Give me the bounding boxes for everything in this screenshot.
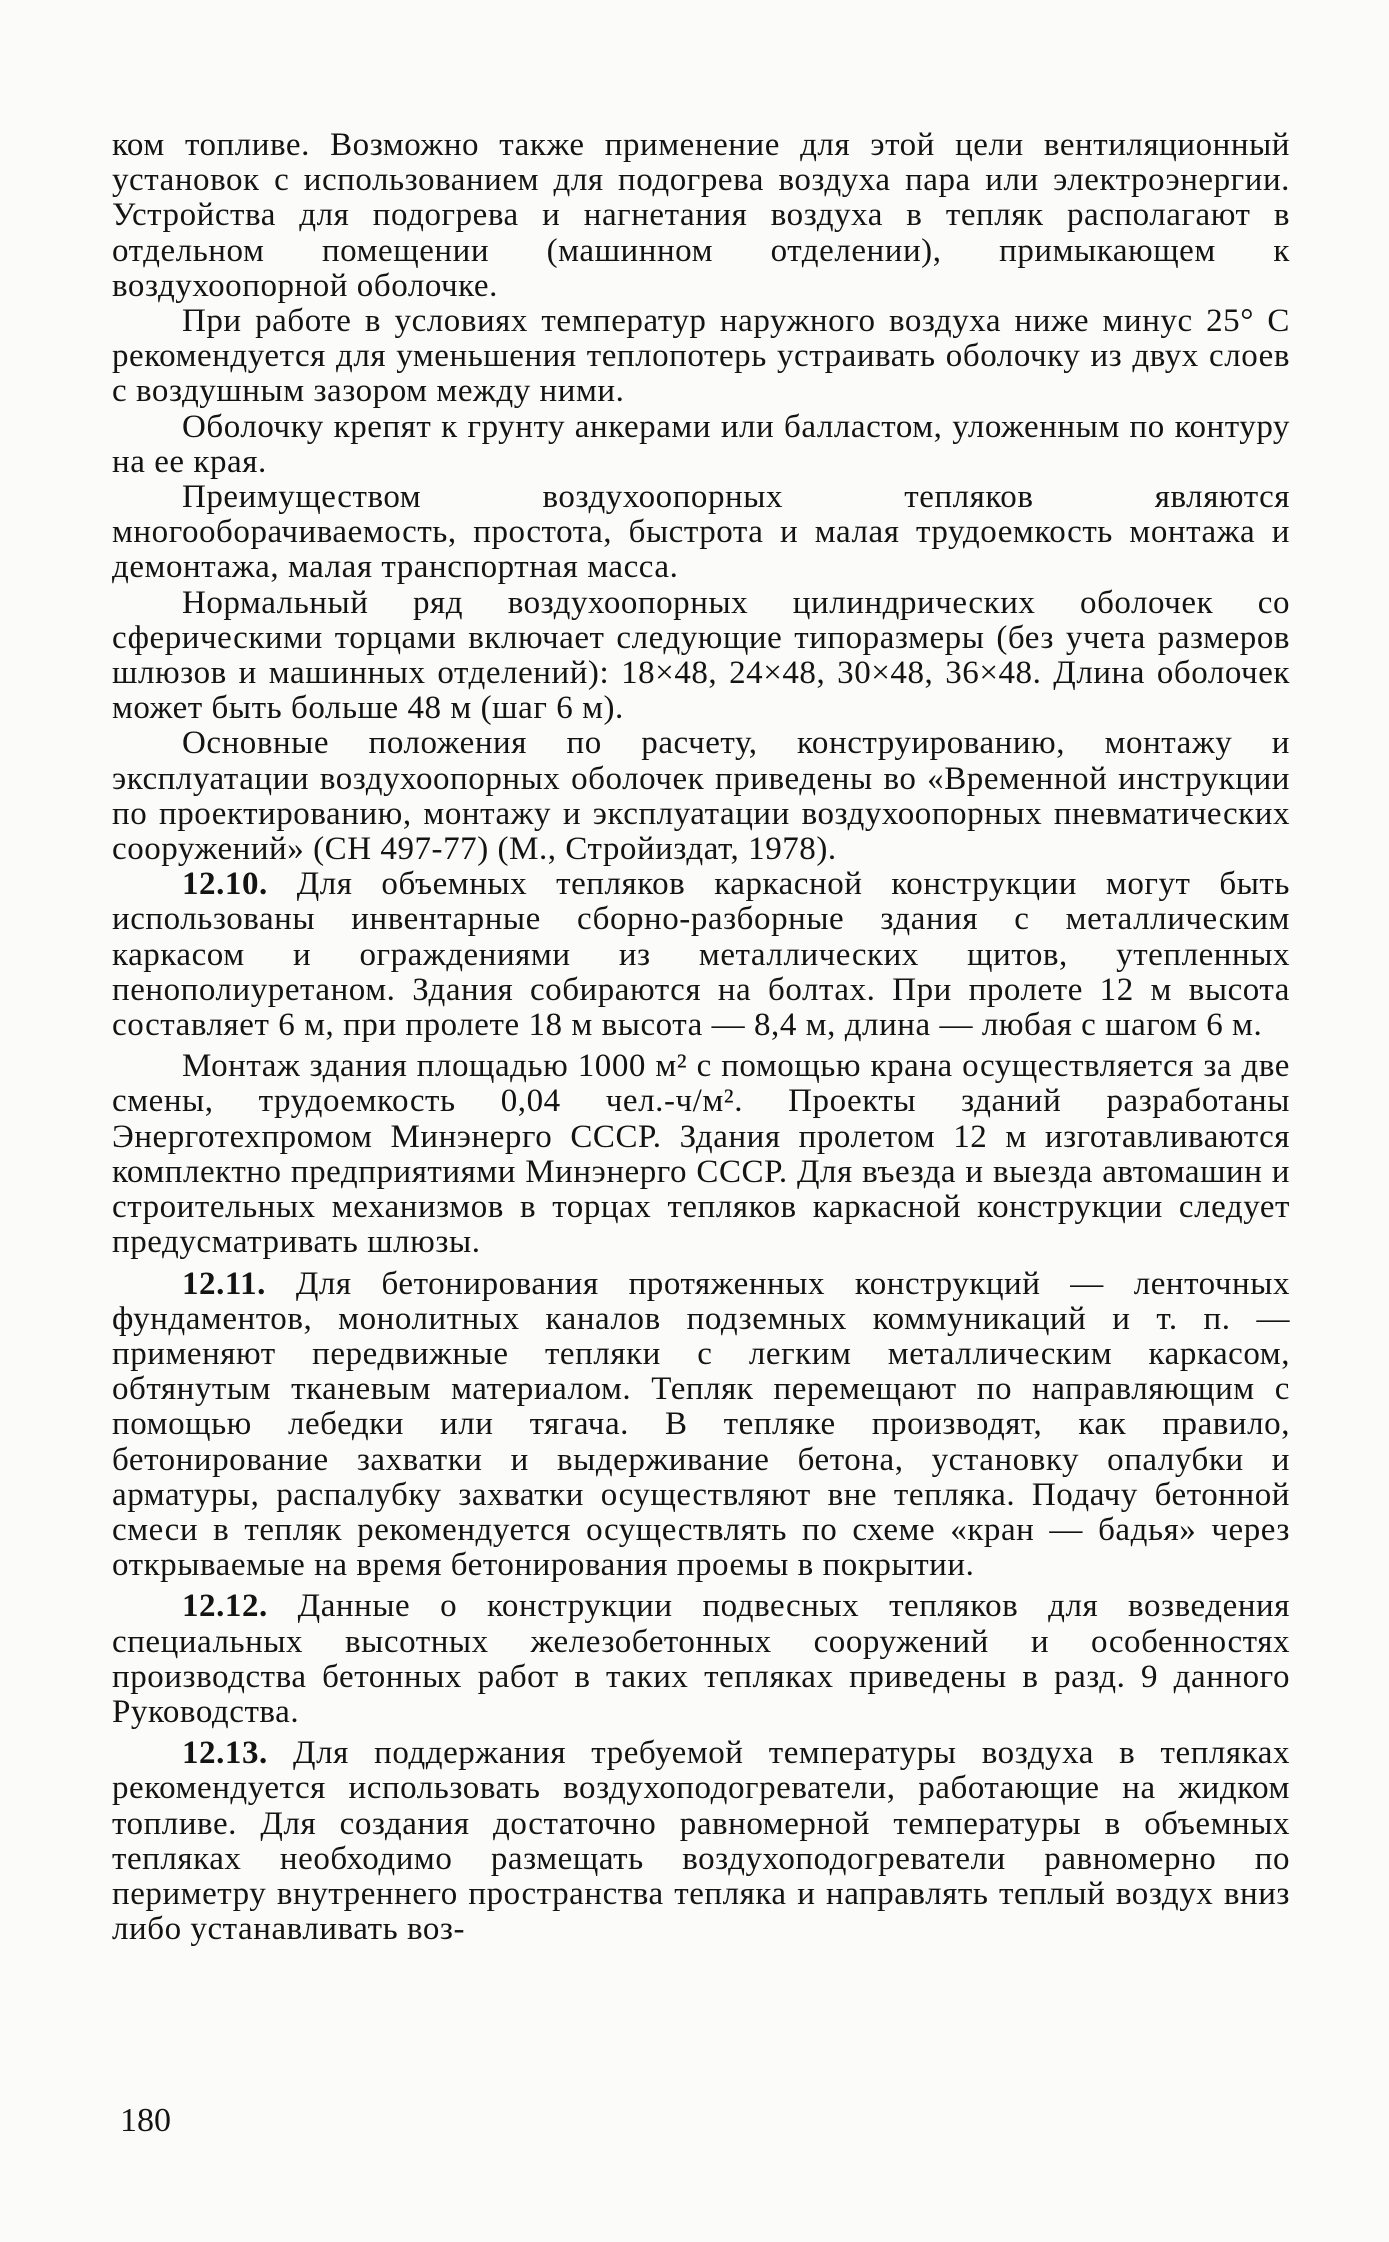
page-number: 180 (120, 2102, 171, 2139)
paragraph: Монтаж здания площадью 1000 м² с помощью крана осуществляется за две смены, трудоемкость 0,04 чел.-ч/м². Проекты зданий разработаны Энерготехпромом Минэнерго СССР. Здания пролетом 12 м изготавливаются комплектно предприятиями Минэнерго СССР. Для въезда и выезда автомашин и строительных механизмов в торцах тепляков каркасной конструкции следует предусматривать шлюзы. (112, 1048, 1290, 1261)
section-number: 12.13. (182, 1735, 268, 1772)
paragraph: Оболочку крепят к грунту анкерами или балластом, уложенным по контуру на ее края. (112, 408, 1290, 480)
paragraph: Нормальный ряд воздухоопорных цилиндрических оболочек со сферическими торцами включает следующие типоразмеры (без учета размеров шлюзов и машинных отделений): 18×48, 24×48, 30×48, 36×48. Длина оболочек может быть больше 48 м (шаг 6 м). (112, 584, 1290, 727)
body-text (112, 128, 1290, 1947)
section-number: 12.12. (182, 1588, 268, 1625)
paragraph: Преимуществом воздухоопорных тепляков являются многооборачиваемость, простота, быстрота и малая трудоемкость монтажа и демонтажа, малая транспортная масса. (112, 479, 1290, 586)
section-paragraph-12-13: 12.13. Для поддержания требуемой температуры воздуха в тепляках рекомендуется использовать воздухоподогреватели, работающие на жидком топливе. Для создания достаточно равномерной температуры в объемных тепляках необходимо размещать воздухоподогреватели равномерно по периметру внутреннего пространства тепляка и направлять теплый воздух вниз либо устанавливать воз- (112, 1735, 1290, 1948)
paragraph: ком топливе. Возможно также применение для этой цели вентиляционный установок с использованием для подогрева воздуха пара или электроэнергии. Устройства для подогрева и нагнетания воздуха в тепляк располагают в отдельном помещении (машинном отделении), примыкающем к воздухоопорной оболочке. (112, 127, 1290, 304)
paragraph: Основные положения по расчету, конструированию, монтажу и эксплуатации воздухоопорных оболочек приведены во «Временной инструкции по проектированию, монтажу и эксплуатации воздухоопорных пневматических сооружений» (СН 497-77) (М., Стройиздат, 1978). (112, 725, 1290, 868)
section-paragraph-12-11: 12.11. Для бетонирования протяженных конструкций — ленточных фундаментов, монолитных каналов подземных коммуникаций и т. п. — применяют передвижные тепляки с легким металлическим каркасом, обтянутым тканевым материалом. Тепляк перемещают по направляющим с помощью лебедки или тягача. В тепляке производят, как правило, бетонирование захватки и выдерживание бетона, установку опалубки и арматуры, распалубку захватки осуществляют вне тепляка. Подачу бетонной смеси в тепляк рекомендуется осуществлять по схеме «кран — бадья» через открываемые на время бетонирования проемы в покрытии. (112, 1265, 1290, 1584)
section-paragraph-12-10: 12.10. Для объемных тепляков каркасной конструкции могут быть использованы инвентарные сборно-разборные здания с металлическим каркасом и ограждениями из металлических щитов, утепленных пенополиуретаном. Здания собираются на болтах. При пролете 12 м высота составляет 6 м, при пролете 18 м высота — 8,4 м, длина — любая с шагом 6 м. (112, 866, 1290, 1044)
section-number: 12.10. (182, 866, 268, 903)
section-number: 12.11. (182, 1265, 266, 1302)
paragraph: При работе в условиях температур наружного воздуха ниже минус 25° С рекомендуется для уменьшения теплопотерь устраивать оболочку из двух слоев с воздушным зазором между ними. (112, 303, 1290, 410)
section-paragraph-12-12: 12.12. Данные о конструкции подвесных тепляков для возведения специальных высотных железобетонных сооружений и особенностях производства бетонных работ в таких тепляках приведены в разд. 9 данного Руководства. (112, 1588, 1290, 1730)
